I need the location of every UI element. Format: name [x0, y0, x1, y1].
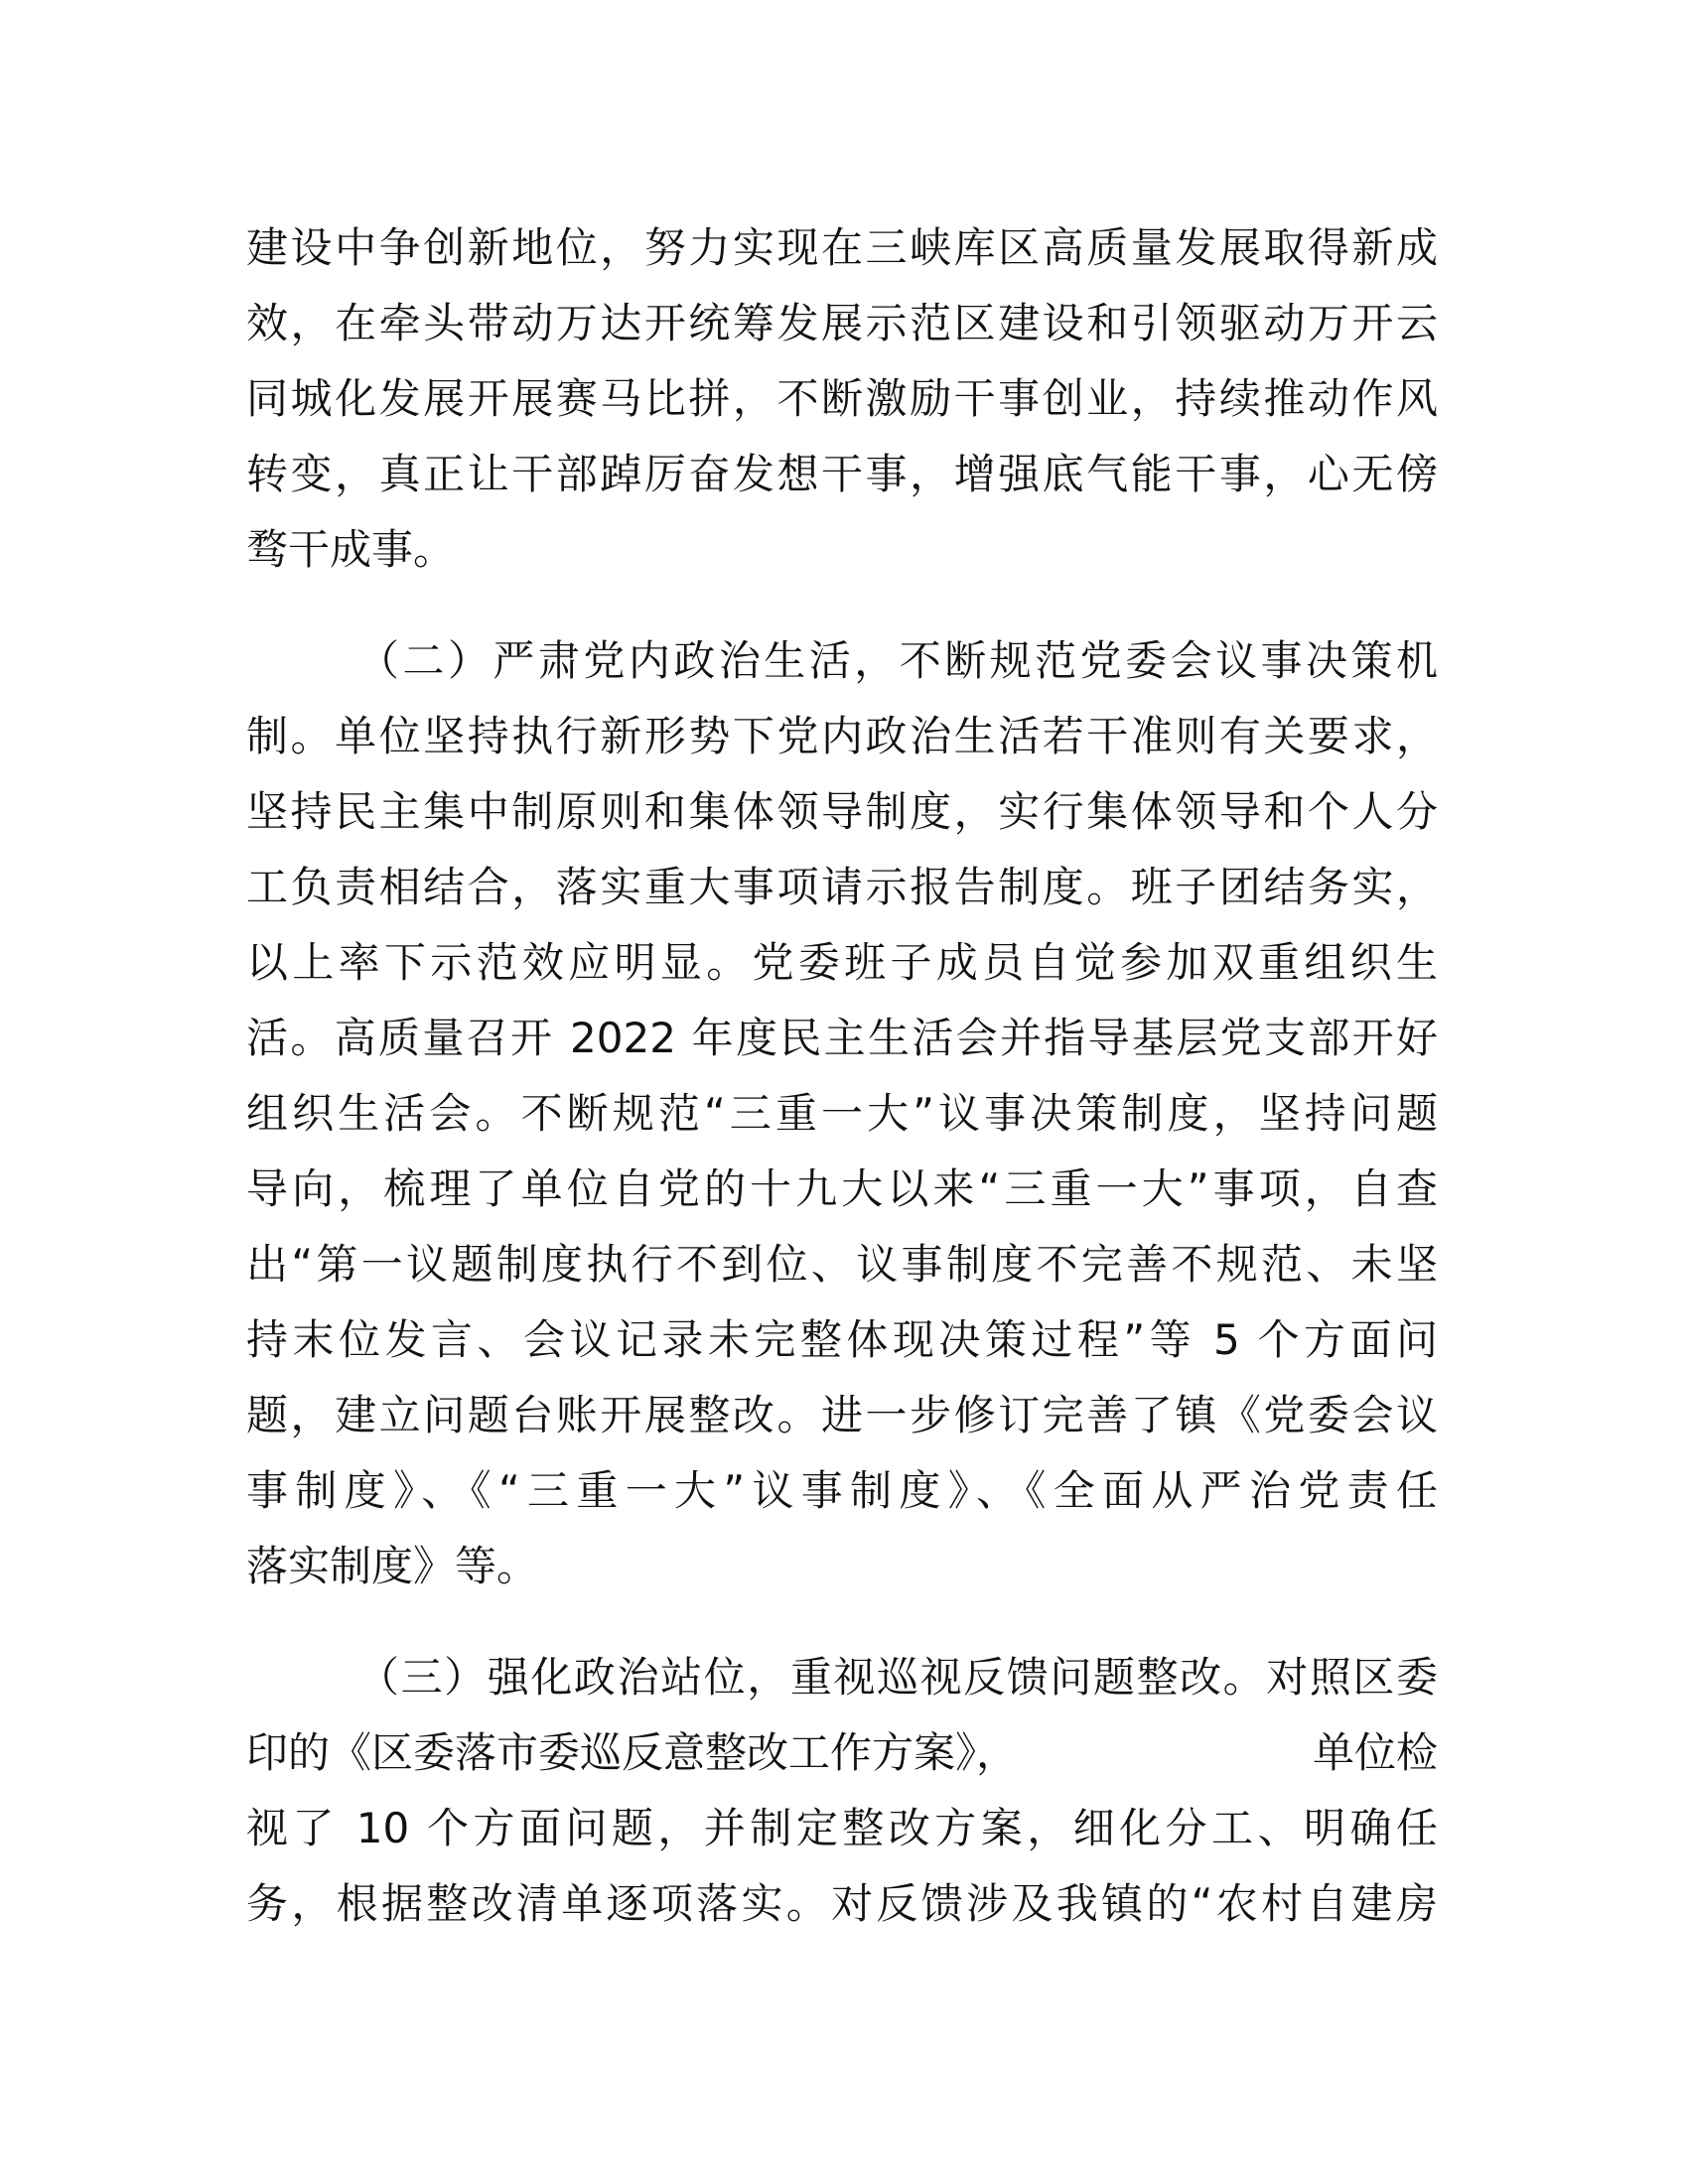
- text-line: 效，在牵头带动万达开统筹发展示范区建设和引领驱动万开云: [246, 299, 1438, 347]
- text-line: 同城化发展开展赛马比拼，不断激励干事创业，持续推动作风: [246, 374, 1438, 423]
- text-line: 骛干成事。: [246, 525, 456, 574]
- text-line: （二）严肃党内政治生活，不断规范党委会议事决策机: [357, 636, 1438, 685]
- text-line: 事制度》、《“三重一大”议事制度》、《全面从严治党责任: [246, 1466, 1438, 1515]
- paragraph-gap: [246, 1604, 1438, 1640]
- text-line: （三）强化政治站位，重视巡视反馈问题整改。对照区委: [357, 1653, 1438, 1702]
- paragraph-2: [246, 623, 1438, 1604]
- text-line-with-gap: [246, 1715, 1438, 1791]
- text-line-left: 印的《区委落市委巡反意整改工作方案》，: [246, 1728, 1019, 1777]
- document-body: [246, 210, 1438, 1942]
- text-line: 工负责相结合，落实重大事项请示报告制度。班子团结务实，: [246, 863, 1438, 911]
- text-line: 建设中争创新地位，努力实现在三峡库区高质量发展取得新成: [246, 223, 1438, 272]
- text-line: 落实制度》等。: [246, 1542, 539, 1590]
- text-line: 持末位发言、会议记录未完整体现决策过程”等 5 个方面问: [246, 1315, 1438, 1364]
- text-line: 以上率下示范效应明显。党委班子成员自觉参加双重组织生: [246, 938, 1438, 987]
- text-line: 出“第一议题制度执行不到位、议事制度不完善不规范、未坚: [246, 1240, 1438, 1289]
- text-line: 转变，真正让干部踔厉奋发想干事，增强底气能干事，心无傍: [246, 450, 1438, 498]
- text-line: 视了 10 个方面问题，并制定整改方案，细化分工、明确任: [246, 1804, 1438, 1852]
- text-line: 务，根据整改清单逐项落实。对反馈涉及我镇的“农村自建房: [246, 1879, 1438, 1928]
- paragraph-3: [246, 1640, 1438, 1942]
- paragraph-1: [246, 210, 1438, 588]
- text-line: 制。单位坚持执行新形势下党内政治生活若干准则有关要求，: [246, 712, 1438, 760]
- text-line: 活。高质量召开 2022 年度民主生活会并指导基层党支部开好: [246, 1014, 1438, 1062]
- text-line: 导向，梳理了单位自党的十九大以来“三重一大”事项，自查: [246, 1164, 1438, 1213]
- text-line: 坚持民主集中制原则和集体领导制度，实行集体领导和个人分: [246, 787, 1438, 836]
- text-line-right: 单位检: [1312, 1728, 1438, 1777]
- text-line: 组织生活会。不断规范“三重一大”议事决策制度，坚持问题: [246, 1089, 1438, 1138]
- paragraph-gap: [246, 588, 1438, 623]
- text-line: 题，建立问题台账开展整改。进一步修订完善了镇《党委会议: [246, 1391, 1438, 1439]
